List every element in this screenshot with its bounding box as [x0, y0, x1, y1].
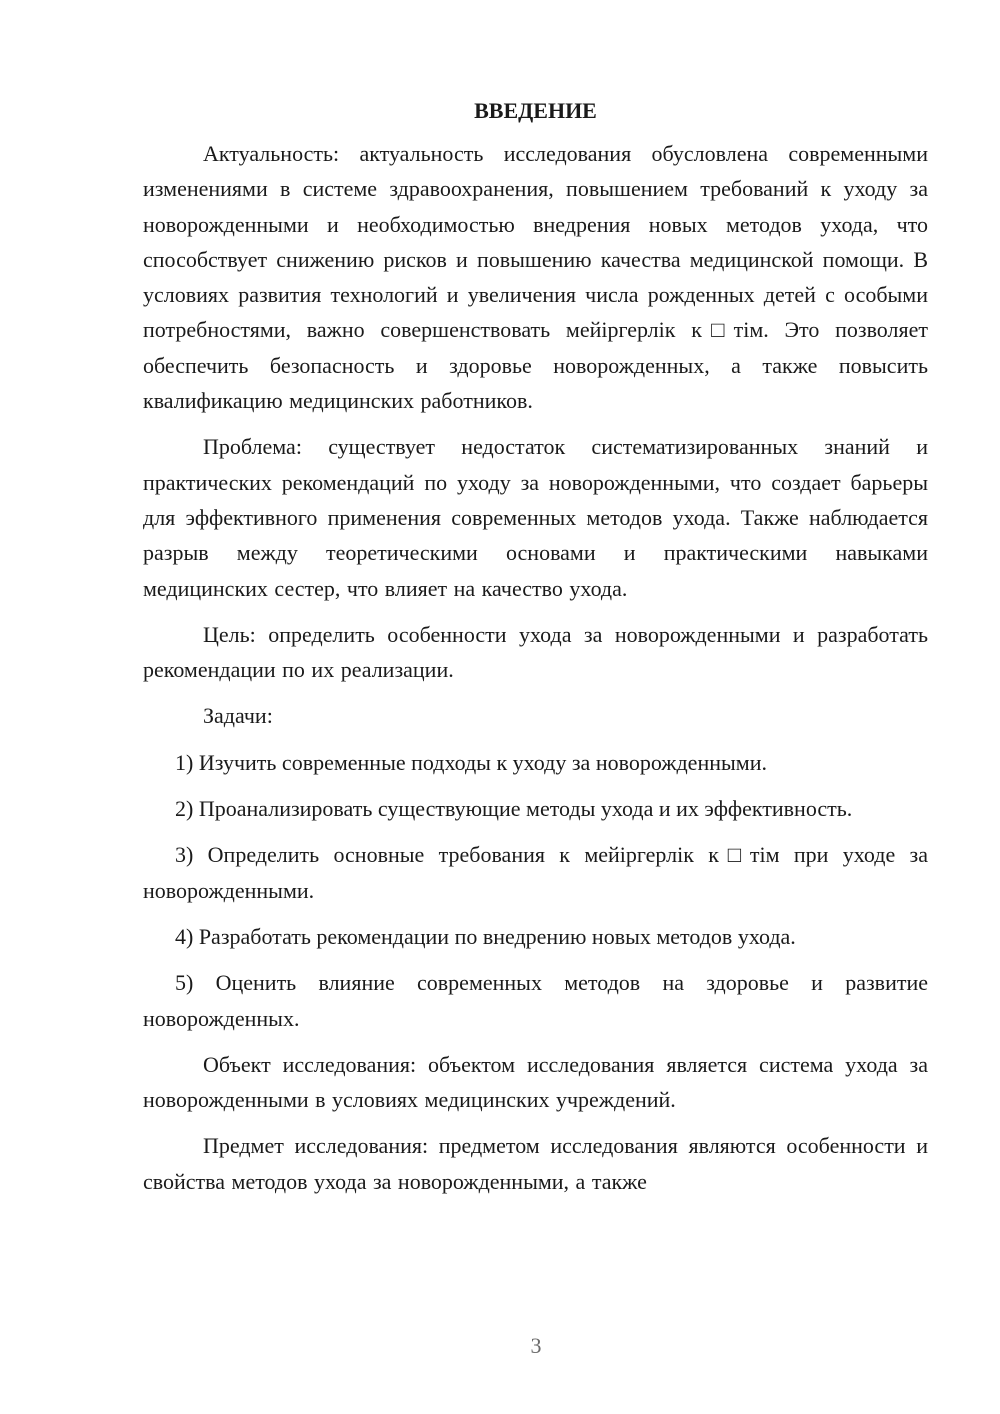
paragraph-relevance: Актуальность: актуальность исследования обусловлена современными изменениями в системе здравоохранения, повышением требований к уходу за новорожденными и необходимостью внедрения новых методов ухода, что способствует снижению рисков и повышению качества медицинской помощи. В условиях развития технологий и увеличения числа рожденных детей с особыми потребностями, важно совершенствовать мейіргерлік к□тім. Это позволяет обеспечить безопасность и здоровье новорожденных, а также повысить квалификацию медицинских работников. [143, 141, 928, 414]
paragraph-goal: Цель: определить особенности ухода за новорожденными и разработать рекомендации по их реализации. [143, 621, 928, 683]
page-content [143, 96, 928, 1210]
task-item-1: 1) Изучить современные подходы к уходу за новорожденными. [175, 749, 767, 775]
task-item-4: 4) Разработать рекомендации по внедрению новых методов ухода. [175, 923, 796, 949]
tasks-heading: Задачи: [203, 703, 273, 729]
task-item-2: 2) Проанализировать существующие методы ухода и их эффективность. [175, 796, 853, 822]
section-title: ВВЕДЕНИЕ [474, 98, 597, 123]
page-number: 3 [530, 1333, 542, 1358]
task-item-5: 5) Оценить влияние современных методов на здоровье и развитие новорожденных. [143, 970, 928, 1031]
paragraph-object: Объект исследования: объектом исследования является система ухода за новорожденными в условиях медицинских учреждений. [143, 1051, 928, 1113]
paragraph-problem: Проблема: существует недостаток систематизированных знаний и практических рекомендаций по уходу за новорожденными, что создает барьеры для эффективного применения современных методов ухода. Также наблюдается разрыв между теоретическими основами и практическими навыками медицинских сестер, что влияет на качество ухода. [143, 434, 928, 601]
page-number-footer [72, 1333, 1000, 1359]
paragraph-subject: Предмет исследования: предметом исследования являются особенности и свойства методов ухода за новорожденными, а также [143, 1133, 928, 1194]
task-item-3: 3) Определить основные требования к мейіргерлік к□тім при уходе за новорожденными. [143, 842, 928, 903]
